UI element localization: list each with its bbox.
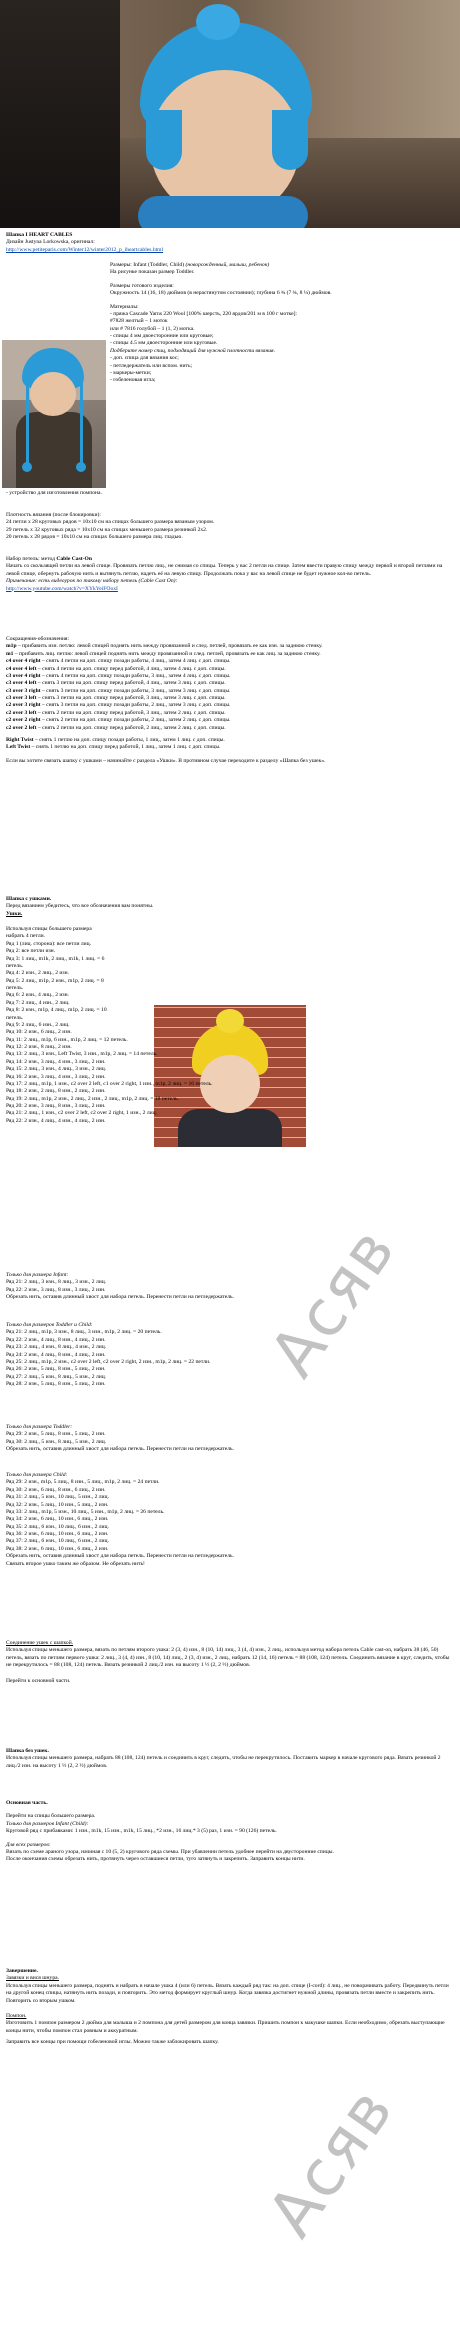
toddler-child-row: Ряд 25: 2 лиц., m1p, 2 изн., c2 over 2 left, c2 over 2 right, 2 изн., m1p, 2 лиц. = 22 петли.	[6, 1358, 211, 1365]
infant-row: Ряд 22: 2 изн., 3 лиц., 8 изн., 3 лиц., 2 изн.	[6, 1286, 106, 1293]
earflap-row: Ряд 8: 2 изн., m1p, 4 лиц., m1p, 2 лиц. = 10	[6, 1007, 107, 1014]
earflap-row: Ряд 1 (лиц. сторона): все петли лиц.	[6, 940, 92, 947]
finished-label: Размеры готового изделия:	[110, 282, 174, 289]
sizes-value: Infant (Toddler, Child)	[133, 262, 185, 268]
joining-section	[6, 1640, 452, 1685]
abbrev-item	[6, 717, 452, 724]
hero-photo	[0, 0, 460, 228]
main-line1: Перейти на спицы большего размера.	[6, 1813, 96, 1820]
infant-title: Только для размера Infant:	[6, 1272, 69, 1278]
joining-next: Перейти к основной части.	[6, 1677, 71, 1684]
abbrev-item-key: c2 over 2 left	[6, 724, 37, 731]
no-flaps-section	[6, 1748, 452, 1770]
abbrev-item-desc: – снять 3 петли на доп. спицу перед работой, 3 лиц., затем 3 лиц. с доп. спицы.	[36, 695, 226, 701]
earflap-row: Ряд 3: 1 лиц., m1k, 2 лиц., m1k, 1 лиц. = 6	[6, 955, 105, 962]
earflap-row: Ряд 9: 2 лиц., 6 изн., 2 лиц.	[6, 1021, 70, 1028]
child-row: Ряд 31: 2 лиц., 5 изн., 10 лиц., 5 изн., 2 лиц.	[6, 1494, 109, 1501]
earflaps-intro: Перед вязанием убедитесь, что все обозначения вам понятны.	[6, 903, 154, 910]
earflap-row: Ряд 2: все петли изн.	[6, 948, 56, 955]
pompom-tool: - устройство для изготовления помпона.	[6, 490, 102, 496]
material-item: - доп. спица для вязания кос;	[110, 355, 179, 362]
abbrev-item	[6, 680, 452, 687]
pompom-title: Помпон.	[6, 2012, 27, 2019]
abbrev-item	[6, 725, 452, 732]
abbrev-item	[6, 688, 452, 695]
photo-pompom-right	[76, 462, 86, 472]
abbrev-item	[6, 702, 452, 709]
photo-pompom	[196, 4, 240, 40]
earflap-row: Ряд 4: 2 изн., 2 лиц., 2 изн.	[6, 970, 70, 977]
finishing-section	[6, 1968, 452, 2046]
cast-on-note: Примечание: есть видеоурок по такому набору петель (Cable Cast On):	[6, 578, 178, 585]
abbrev-title: Сокращения-обозначения:	[6, 636, 70, 642]
finished-value: Окружность 14 (16, 18) дюймов (в нерастянутом состоянии); глубина 6 ¾ (7 ¾, 8 ¼) дюймов.	[110, 290, 332, 297]
infant-row: Обрезать нить, оставив длинный хвост для набора петель. Перенести петли на петледержатель.	[6, 1294, 234, 1301]
abbrev-item	[6, 643, 452, 650]
child-row: Ряд 36: 2 изн., 6 лиц., 10 изн., 6 лиц., 2 изн.	[6, 1531, 109, 1537]
child-row: Ряд 34: 2 изн., 6 лиц., 10 изн., 6 лиц., 2 изн.	[6, 1516, 109, 1523]
toddler-title: Только для размера Toddler:	[6, 1424, 73, 1430]
cast-on-block	[6, 556, 452, 593]
earflap-row: Ряд 20: 2 изн., 3 лиц., 8 изн., 3 лиц., 2 изн.	[6, 1103, 106, 1109]
sizes-label: Размеры:	[110, 262, 132, 268]
pompom-text: Изготовить 1 помпон размером 2 дюйма для малыша и 2 помпона для детей размером для конца завязки. Пришить помпон к макушке шапки. Если необходимо, обрезать выступающие концы нити, чтобы помпон стал ровным и аккуратным.	[6, 2020, 445, 2034]
specs-block	[110, 262, 340, 385]
material-item: - спицы 4 мм двоесторонние или круговые;	[110, 333, 214, 339]
earflap-row: набрать 4 петли.	[6, 933, 46, 940]
cast-on-method: Cable Cast-On	[56, 556, 92, 562]
joining-title: Соединение ушек с шапкой.	[6, 1640, 74, 1646]
earflap-row: петель.	[6, 962, 24, 969]
toddler-child-title: Только для размеров Toddler и Child:	[6, 1322, 93, 1328]
abbrev-item-desc: – снять 3 петли на доп. спицу позади работы, 3 лиц., затем 3 лиц. с доп. спицы.	[40, 687, 231, 694]
abbrev-item-desc: – снять 4 петли на доп. спицу перед работой, 4 лиц., затем 4 лиц. с доп. спицы.	[36, 665, 226, 672]
material-item: - пряжа Cascade Yarns 220 Wool [100% шерсть, 220 ярдов/201 м в 100 г мотке]:	[110, 310, 297, 317]
no-flaps-text: Используя спицы меньшего размера, набрать 88 (108, 124) петель и соединить в круг, следить, чтобы не перекрутилось. Поставить маркер в начале кругового ряда. Вязать резинкой 2 лиц./2 изн. на высоту 1 ½ (2, 2 ½) дюймов.	[6, 1755, 441, 1769]
child-row: Ряд 38: 2 изн., 6 лиц., 10 изн., 6 лиц., 2 изн.	[6, 1545, 109, 1552]
abbreviations-block	[6, 636, 452, 765]
material-item: #7828 желтый – 1 моток	[110, 318, 168, 325]
toddler-child-row: Ряд 26: 2 изн., 5 лиц., 8 изн., 5 лиц., 2 изн.	[6, 1366, 106, 1373]
watermark: Асяв	[254, 2074, 409, 2251]
abbrev-item-key: c3 over 3 left	[6, 695, 37, 701]
child-row: Связать второе ушко таким же образом. Не обрезать нить!	[6, 1560, 145, 1567]
material-note: Подберите номер спиц, подходящий для нужной плотности вязания.	[110, 347, 276, 354]
material-item: или # 7816 голубой – 1 (1, 2) мотка.	[110, 325, 195, 332]
photo-earflap-left	[146, 110, 182, 170]
toddler-row: Обрезать нить, оставив длинный хвост для набора петель. Перенести петли на петледержатель.	[6, 1446, 234, 1453]
main-all-label: Для всех размеров:	[6, 1841, 51, 1848]
abbrev-item	[6, 666, 452, 673]
abbrev-item	[6, 658, 452, 665]
earflap-row: Ряд 6: 2 изн., 4 лиц., 2 изн.	[6, 992, 70, 999]
toddler-row: Ряд 29: 2 изн., 5 лиц., 8 изн., 5 лиц., 2 изн.	[6, 1431, 106, 1438]
cast-on-text: Начать со скользящей петли на левой спице. Провязать петлю лиц., не снимая со спицы. Теперь у вас 2 петли на спице. Затем ввести правую спицу между первой и второй петлями на левой спице, обернуть рабочую нить и вытянуть петлю, надеть её на левую спицу. Продолжать пока у вас на левой спице не будет нужное кол-во петель.	[6, 563, 443, 577]
earflap-row: Ряд 18: 2 изн., 2 лиц., 8 изн., 2 лиц., 2 изн.	[6, 1088, 106, 1095]
earflaps-subtitle: Ушки.	[6, 910, 23, 917]
materials-label: Материалы:	[110, 303, 139, 310]
abbrev-item-key: c3 over 3 right	[6, 687, 41, 694]
twist-item-desc: – снять 1 петлю на доп. спицу позади работы, 1 лиц., затем 1 лиц. с доп. спицы.	[33, 736, 225, 743]
child-row: Ряд 35: 2 лиц., 6 изн., 10 лиц., 6 изн., 2 лиц.	[6, 1523, 109, 1530]
toddler-child-row: Ряд 22: 2 изн., 4 лиц., 8 изн., 4 лиц., 2 изн.	[6, 1336, 106, 1343]
material-item: - спицы 4.5 мм двоесторонние или круговые.	[110, 340, 218, 347]
main-title: Основная часть.	[6, 1800, 48, 1806]
toddler-child-rows	[6, 1329, 452, 1388]
toddler-rows	[6, 1431, 452, 1453]
earflap-row: Ряд 13: 2 лиц., 3 изн., Left Twist, 3 изн., m1p, 2 лиц. = 14 петель.	[6, 1051, 158, 1058]
photo-scarf	[138, 196, 308, 228]
joining-text: Используя спицы меньшего размера, вязать по петлям второго ушка: 2 (3, 4) изн., 8 (10, 14) лиц., 3 (4, 4) изн., 2 лиц., используя метод набора петель Cable cast-on, набрать 38 (46, 50) петель, вязать по петлям первого ушка: 2 лиц., 3 (4, 4) изн., 8 (10, 14) лиц., 2 (3, 4) изн., 2 лиц., набрать 12 (14, 16) петель = 88 (108, 124) петель. Соединить вязание в круг, следить, чтобы не перекрутилось = 88 (108, 124) петель. Вязать резинкой 2 лиц./2 изн. на высоту 1 ½ (2, 2 ½) дюймов.	[6, 1647, 450, 1669]
earflap-row: петель.	[6, 1014, 24, 1021]
photo-pompom-left	[22, 462, 32, 472]
header-block	[6, 232, 452, 254]
earflap-rows	[6, 926, 452, 1125]
abbrev-item-desc: – прибавить лиц. петлю: левой спицей поднять нить между провязанной и след. петлей, провязать ее как лиц. за заднюю стенку.	[13, 650, 321, 657]
abbrev-item-desc: – снять 2 петли на доп. спицу перед работой, 2 лиц., затем 2 лиц. с доп. спицы.	[36, 724, 226, 731]
abbrev-item-desc: – снять 3 петли на доп. спицу позади работы, 2 лиц., затем 3 лиц. с доп. спицы.	[40, 702, 231, 709]
child-photo-2	[2, 340, 106, 488]
earflap-row: Ряд 10: 2 изн., 6 лиц., 2 изн.	[6, 1029, 72, 1036]
infant-row: Ряд 21: 2 лиц., 3 изн., 8 лиц., 3 изн., 2 лиц.	[6, 1279, 107, 1286]
abbrev-item-key: c4 over 4 left	[6, 665, 37, 672]
no-flaps-title: Шапка без ушек.	[6, 1748, 49, 1754]
main-infant-label: Только для размеров Infant (Child):	[6, 1820, 89, 1827]
original-link[interactable]: http://www.petiteparis.com/Winter12/winter2012_p_iheartcables.html	[6, 246, 164, 253]
abbrev-item-key: c4 over 4 right	[6, 658, 41, 665]
finishing-text: Используя спицы меньшего размера, поднять и набрать в начале ушка 4 (или 6) петель. Вязать каждый ряд так: на доп. спице (I-cord): 4 лиц., не поворачивать работу. Передвинуть петли на другой конец спицы, натянуть нить позади, и повторить. Это метод формирует круглый шнур. Когда завязка достигнет нужной длины, провязать петли вместе и закрепить нить.	[6, 1982, 449, 1997]
main-all-text2: После окончания схемы обрезать нить, протянуть через оставшиеся петли, туго затянуть и закрепить. Заправить концы нити.	[6, 1856, 305, 1863]
child-row: Ряд 37: 2 лиц., 6 изн., 10 лиц., 6 изн., 2 лиц.	[6, 1538, 109, 1545]
watermark: Асяв	[256, 1214, 411, 1391]
abbrev-item-key: c2 over 3 right	[6, 702, 41, 709]
abbrev-item-desc: – снять 4 петли на доп. спицу позади работы, 4 лиц., затем 4 лиц. с доп. спицы.	[40, 658, 231, 665]
gauge-line: 24 петли х 28 круговых рядов = 10х10 см на спицах большего размера вязаным узором.	[6, 519, 215, 526]
final-text: Заправить все концы при помощи гобеленовой иглы. Можно также заблокировать шапку.	[6, 2039, 219, 2045]
finishing-title: Завершение.	[6, 1968, 38, 1974]
gauge-block	[6, 512, 452, 542]
toddler-child-row: Ряд 28: 2 изн., 5 лиц., 8 изн., 5 лиц., 2 изн.	[6, 1381, 106, 1387]
twist-item-key: Right Twist	[6, 736, 34, 743]
abbrev-item-desc: – снять 2 петли на доп. спицу позади работы, 2 лиц., затем 2 лиц. с доп. спицы.	[40, 717, 231, 724]
material-item: - петледержатель или вспом. нить;	[110, 362, 193, 369]
video-link[interactable]: http://www.youtube.com/watch?v=XYkYeiFOoxI	[6, 585, 118, 592]
earflap-row: Ряд 16: 2 изн., 3 лиц., 4 изн., 3 лиц., 2 изн.	[6, 1073, 106, 1080]
abbrev-item-desc: – прибавить изн. петлю: левой спицей поднять нить между провязанной и след. петлей, провязать ее как изн. за заднюю стенку.	[16, 643, 323, 650]
main-infant-text: Круговой ряд с прибавками: 1 изн., m1k, 15 изн., m1k, 15 лиц., *2 изн., 16 лиц.* 3 (5) раз, 1 изн. = 90 (126) петель.	[6, 1828, 277, 1835]
earflap-row: Ряд 15: 2 лиц., 3 изн., 4 лиц., 3 изн., 2 лиц.	[6, 1066, 107, 1073]
sizes-photo-note: На рисунке показан размер Toddler.	[110, 269, 195, 276]
abbrev-item-key: c3 over 4 right	[6, 672, 41, 679]
earflap-row: Используя спицы большего размера	[6, 926, 92, 932]
earflap-row: Ряд 17: 2 лиц., m1p, 1 изн., c2 over 2 left, c1 over 2 right, 1 изн., m1p, 2 лиц. = 16 петель.	[6, 1080, 213, 1087]
finishing-subtitle: Завязки и вися шнура.	[6, 1975, 60, 1982]
earflap-row: Ряд 11: 2 лиц., m1p, 6 изн., m1p, 2 лиц. = 12 петель.	[6, 1036, 128, 1043]
child-rows	[6, 1479, 452, 1568]
material-item: - гобеленовая игла;	[110, 377, 156, 384]
material-item: - маркеры-метки;	[110, 369, 152, 376]
earflaps-title: Шапка с ушками.	[6, 896, 52, 902]
pompom-tool-line	[6, 490, 452, 497]
main-section	[6, 1800, 452, 1864]
abbrev-item-key: m1	[6, 650, 14, 657]
child-row: Обрезать нить, оставив длинный хвост для набора петель. Перенести петли на петледержатель.	[6, 1553, 234, 1560]
photo-cord-right	[80, 380, 83, 470]
photo-cord-left	[26, 380, 29, 470]
toddler-child-section	[6, 1322, 452, 1388]
toddler-child-row: Ряд 27: 2 лиц., 5 изн., 8 лиц., 5 изн., 2 лиц.	[6, 1373, 107, 1380]
earflap-row: Ряд 7: 2 лиц., 4 изн., 2 лиц.	[6, 999, 70, 1006]
child-row: Ряд 30: 2 изн., 6 лиц., 8 изн., 6 лиц., 2 изн.	[6, 1486, 106, 1493]
earflap-row: Ряд 14: 2 изн., 3 лиц., 4 изн., 3 лиц., 2 изн.	[6, 1058, 106, 1065]
twist-item-key: Left Twist	[6, 744, 31, 751]
abbrev-list	[6, 643, 452, 732]
cast-on-label: Набор петель: метод	[6, 556, 57, 562]
child-row: Ряд 29: 2 изн., m1p, 5 лиц., 8 изн., 5 лиц., m1p, 2 лиц. = 24 петли.	[6, 1479, 160, 1486]
twist-item-desc: – снять 1 петлю на доп. спицу перед работой, 1 лиц., затем 1 лиц. с доп. спицы.	[30, 744, 221, 751]
twist-list	[6, 737, 452, 752]
abbrev-note: Если вы хотите связать шапку с ушками – начинайте с раздела «Ушки». В противном случае переходите к разделу «Шапка без ушек».	[6, 757, 326, 764]
toddler-child-row: Ряд 21: 2 лиц., m1p, 3 изн., 8 лиц., 3 изн., m1p, 2 лиц. = 20 петель.	[6, 1329, 162, 1336]
earflap-row: петель.	[6, 985, 24, 991]
gauge-line: 29 петель х 32 круговых ряда = 10х10 см на спицах меньшего размера резинкой 2х2.	[6, 526, 208, 533]
abbrev-item-key: c3 over 4 left	[6, 680, 37, 687]
earflap-row: Ряд 5: 2 лиц., m1p, 2 изн., m1p, 2 лиц. = 8	[6, 977, 104, 984]
gauge-title: Плотность вязания (после блокировки):	[6, 512, 101, 518]
abbrev-item-key: c2 over 2 right	[6, 717, 41, 724]
toddler-row: Ряд 30: 2 лиц., 5 изн., 8 лиц., 5 изн., 2 лиц.	[6, 1438, 107, 1445]
child-row: Ряд 32: 2 изн., 5 лиц., 10 изн., 5 лиц., 2 изн.	[6, 1501, 109, 1508]
toddler-child-row: Ряд 24: 2 изн., 4 лиц., 8 изн., 4 лиц., 2 изн.	[6, 1351, 106, 1358]
abbrev-item-key: m1p	[6, 643, 17, 650]
twist-item	[6, 744, 452, 751]
abbrev-item-desc: – снять 4 петли на доп. спицу позади работы, 3 лиц., затем 4 лиц. с доп. спицы.	[40, 672, 231, 679]
abbrev-item-desc: – снять 2 петли на доп. спицу перед работой, 3 лиц., затем 2 лиц. с доп. спицы.	[36, 709, 226, 716]
toddler-child-row: Ряд 23: 2 лиц., 4 изн., 8 лиц., 4 изн., 2 лиц.	[6, 1344, 107, 1351]
abbrev-item-key: c2 over 3 left	[6, 709, 37, 716]
photo-earflap-right	[272, 110, 308, 170]
page-title: Шапка I HEART CABLES	[6, 232, 73, 238]
child-title: Только для размера Child:	[6, 1472, 68, 1478]
designer-line: Дизайн Justyna Lorkowska, оригинал:	[6, 239, 95, 246]
child-row: Ряд 33: 2 лиц., m1p, 5 изн., 10 лиц., 5 изн., m1p, 2 лиц. = 26 петель.	[6, 1508, 165, 1515]
sizes-note: (новорожденный, малыш, ребенок)	[185, 262, 270, 268]
earflap-row: Ряд 22: 2 изн., 4 лиц., 4 изн., 4 лиц., 2 изн.	[6, 1117, 106, 1124]
toddler-section	[6, 1424, 452, 1454]
main-all-text: Вязать по схеме араного узора, начиная с 10 (5, 2) кругового ряда схемы. При убавлении петель удобнее перейти на двусторонние спицы.	[6, 1848, 334, 1855]
earflap-row: Ряд 21: 2 лиц., 1 изн., c2 over 2 left, c2 over 2 right, 1 изн., 2 лиц.	[6, 1110, 158, 1117]
photo-child-face	[30, 372, 76, 416]
gauge-line: 20 петель х 28 рядов = 10х10 см на спицах большего размера лиц. гладью.	[6, 534, 183, 541]
finishing-repeat: Повторить со вторым ушком.	[6, 1997, 76, 2004]
earflaps-header	[6, 896, 452, 918]
photo-stroller	[0, 0, 120, 228]
abbrev-item-desc: – снять 3 петли на доп. спицу перед работой, 4 лиц., затем 3 лиц. с доп. спицы.	[36, 680, 226, 687]
earflap-row: Ряд 12: 2 изн., 8 лиц., 2 изн.	[6, 1044, 72, 1050]
earflap-row: Ряд 19: 2 лиц., m1p, 2 изн., 2 лиц., 2 изн., 2 лиц., m1p, 2 лиц. = 18 петель.	[6, 1095, 179, 1102]
child-section	[6, 1472, 452, 1568]
